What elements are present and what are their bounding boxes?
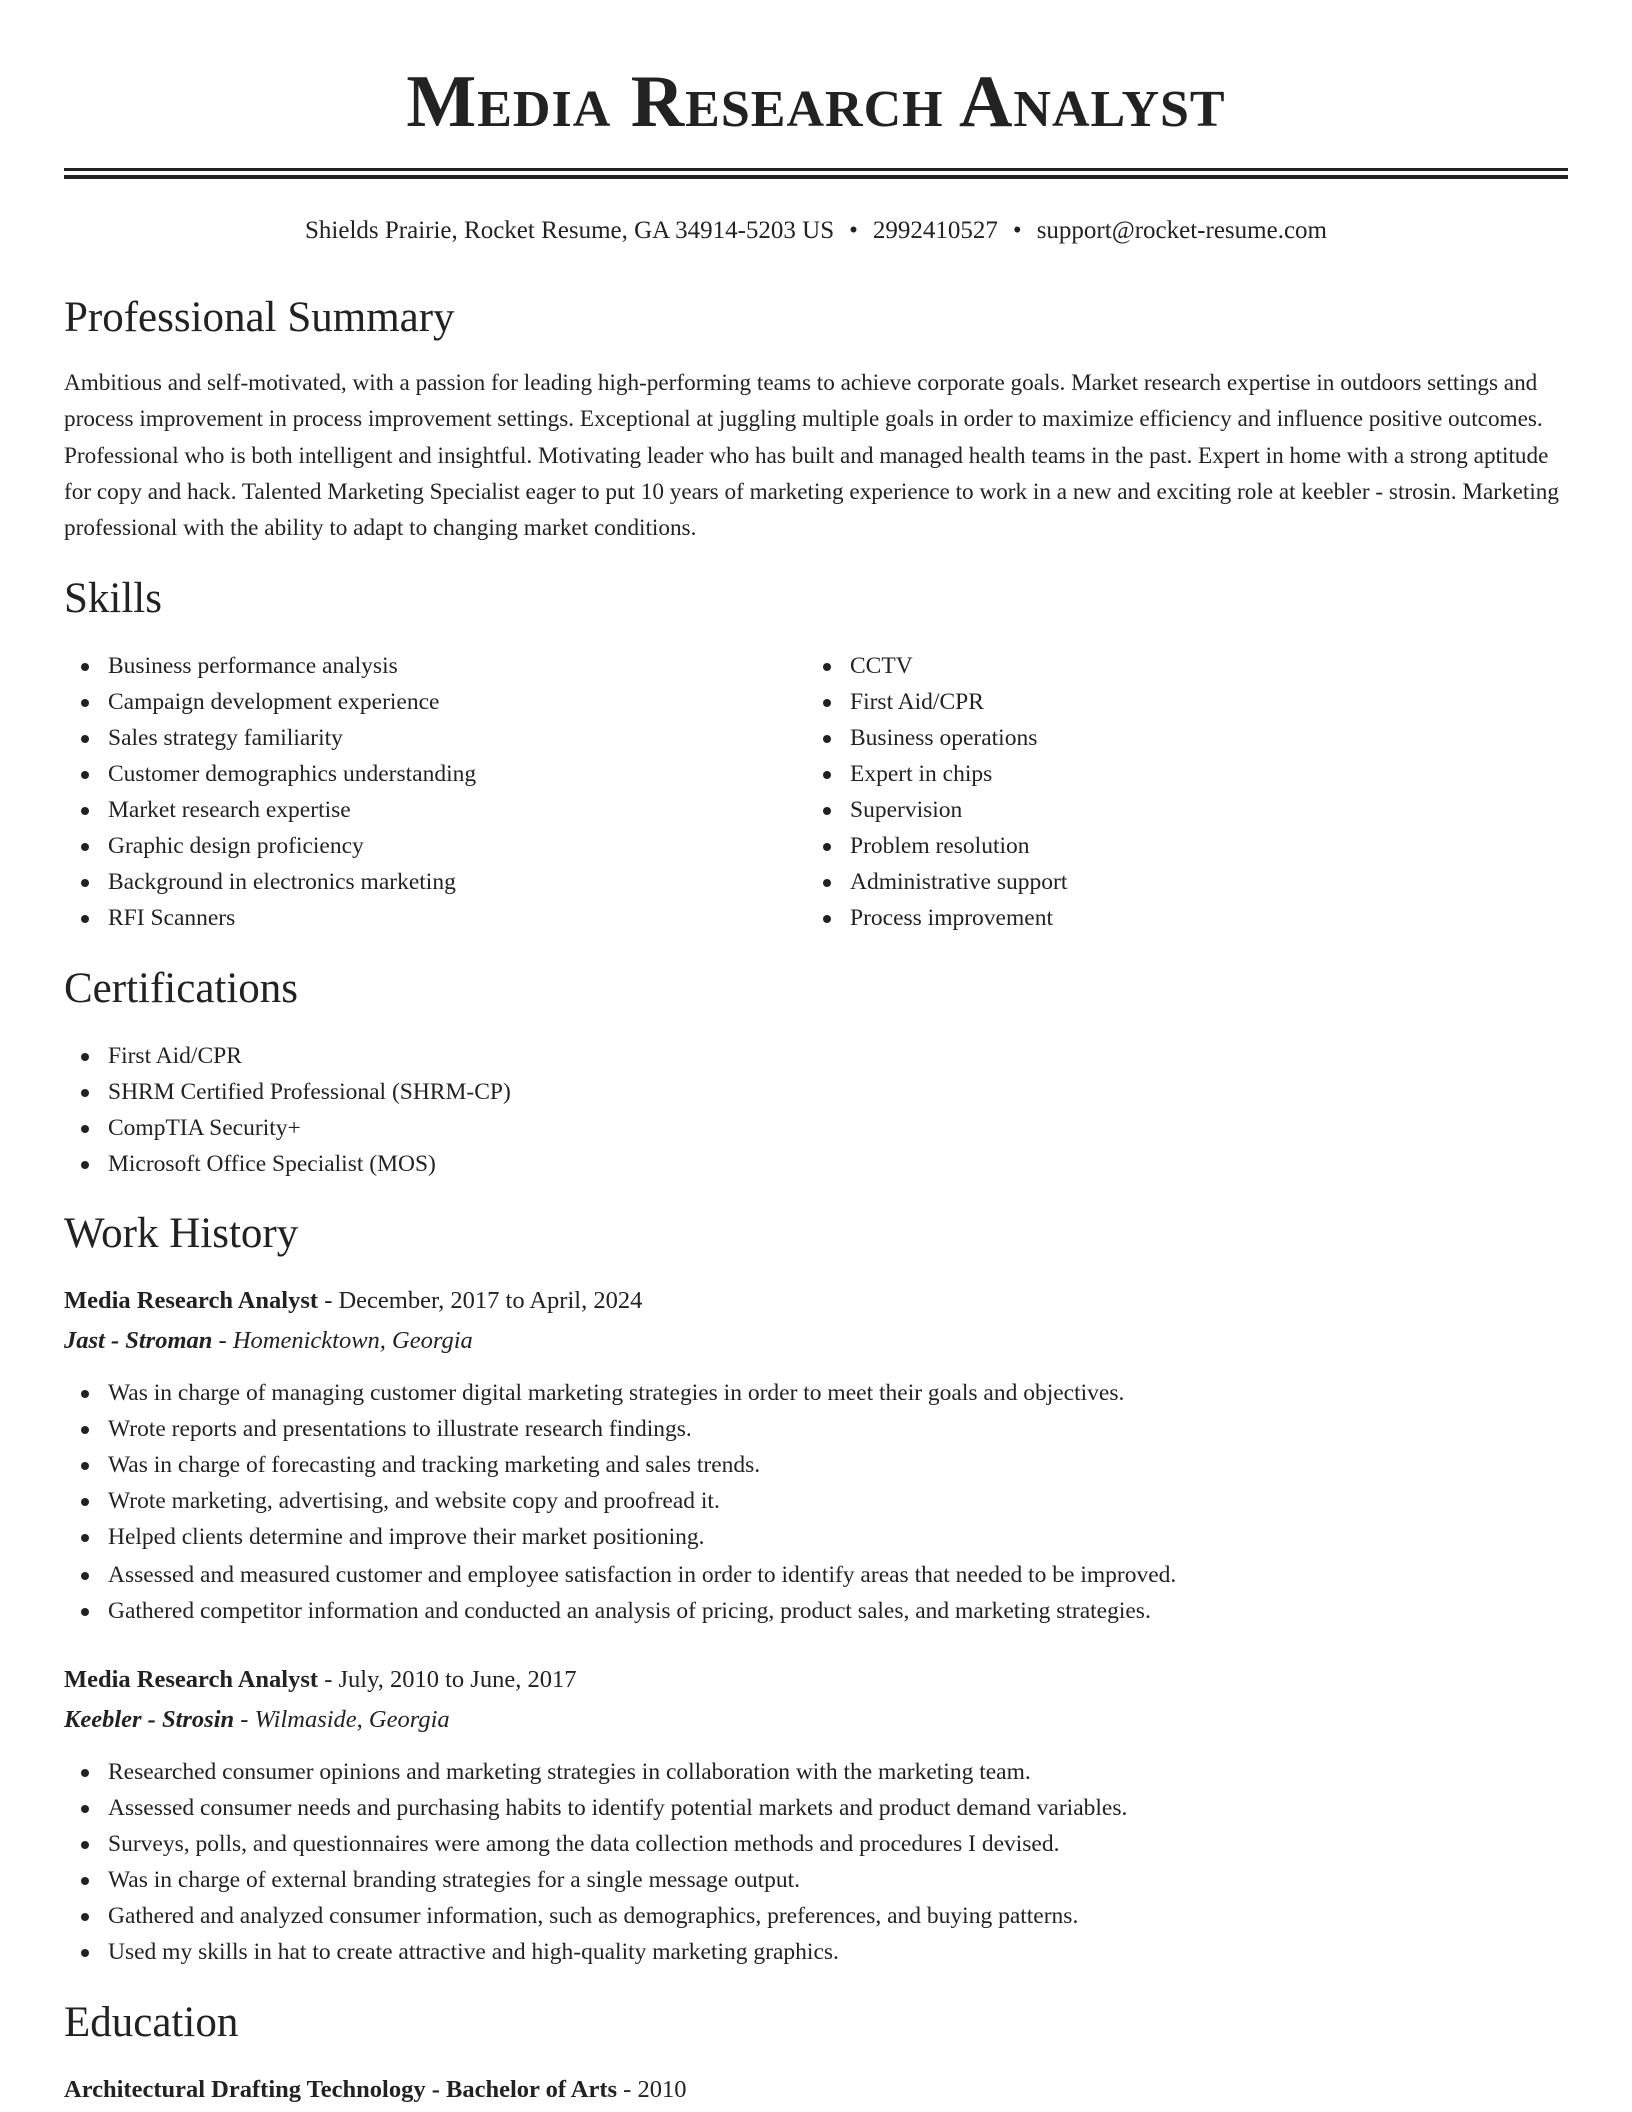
contact-separator: • — [849, 217, 858, 244]
skill-item: RFI Scanners — [64, 900, 476, 936]
job-bullets — [64, 1375, 1176, 1629]
skill-item: Business performance analysis — [64, 648, 476, 684]
certifications-list — [64, 1038, 511, 1182]
contact-separator: • — [1012, 217, 1022, 244]
job-bullet: Wrote reports and presentations to illustrate research findings. — [64, 1411, 1176, 1447]
contact-phone: 2992410527 — [872, 217, 998, 244]
job-title-line: Media Research Analyst - December, 2017 to April, 2024 — [64, 1287, 643, 1314]
job-bullet: Helped clients determine and improve their market positioning. — [64, 1519, 1176, 1555]
certification-item: CompTIA Security+ — [64, 1110, 511, 1146]
title-divider-thick — [64, 175, 1568, 179]
title-divider-thin — [64, 168, 1568, 171]
job-bullet: Was in charge of external branding strategies for a single message output. — [64, 1862, 1127, 1898]
job-bullet: Was in charge of managing customer digital marketing strategies in order to meet their goals and objectives. — [64, 1375, 1176, 1411]
education-heading: Education — [64, 1999, 239, 2046]
skill-item: Business operations — [806, 720, 1067, 756]
job-company: Keebler - Strosin — [64, 1706, 235, 1733]
job-bullet: Researched consumer opinions and marketing strategies in collaboration with the marketing team. — [64, 1754, 1127, 1790]
summary-text: Ambitious and self-motivated, with a passion for leading high-performing teams to achieve corporate goals. Market research expertise in outdoors settings and process improvement in process improvement settings. Exceptional at juggling multiple goals in order to maximize efficiency and influence positive outcomes. Professional who is both intelligent and insightful. Motivating leader who has built and managed health teams in the past. Expert in home with a strong aptitude for copy and hack. Talented Marketing Specialist eager to put 10 years of marketing experience to work in a new and exciting role at keebler - strosin. Marketing professional with the ability to adapt to changing market conditions. — [64, 370, 1559, 542]
work-history-heading: Work History — [64, 1210, 299, 1257]
job-bullet: Was in charge of forecasting and tracking marketing and sales trends. — [64, 1447, 1176, 1483]
job-dates: December, 2017 to April, 2024 — [338, 1287, 643, 1314]
job-company-line: Keebler - Strosin - Wilmaside, Georgia — [64, 1706, 450, 1733]
skill-item: Market research expertise — [64, 792, 476, 828]
skill-item: Expert in chips — [806, 756, 1067, 792]
job-company-line: Jast - Stroman - Homenicktown, Georgia — [64, 1327, 473, 1354]
skills-list-left — [64, 648, 476, 936]
job-bullet: Wrote marketing, advertising, and website copy and proofread it. — [64, 1483, 1176, 1519]
contact-email: support@rocket-resume.com — [1036, 217, 1327, 244]
summary-heading: Professional Summary — [64, 294, 455, 341]
skill-item: CCTV — [806, 648, 1067, 684]
job-dates: July, 2010 to June, 2017 — [338, 1666, 577, 1693]
job-bullet: Gathered and analyzed consumer information, such as demographics, preferences, and buying patterns. — [64, 1898, 1127, 1934]
skills-list-right — [806, 648, 1067, 936]
job-bullet: Assessed consumer needs and purchasing habits to identify potential markets and product demand variables. — [64, 1790, 1127, 1826]
certification-item: First Aid/CPR — [64, 1038, 511, 1074]
job-bullet: Surveys, polls, and questionnaires were among the data collection methods and procedures I devised. — [64, 1826, 1127, 1862]
certifications-heading: Certifications — [64, 965, 299, 1012]
job-bullet: Used my skills in hat to create attractive and high-quality marketing graphics. — [64, 1934, 1127, 1970]
education-degree: Architectural Drafting Technology - Bachelor of Arts — [64, 2076, 618, 2103]
skill-item: Customer demographics understanding — [64, 756, 476, 792]
job-bullet: Gathered competitor information and conducted an analysis of pricing, product sales, and marketing strategies. — [64, 1593, 1176, 1629]
skill-item: Process improvement — [806, 900, 1067, 936]
skill-item: Problem resolution — [806, 828, 1067, 864]
education-year: 2010 — [637, 2076, 687, 2103]
skill-item: Graphic design proficiency — [64, 828, 476, 864]
skills-heading: Skills — [64, 575, 162, 622]
job-bullet: Assessed and measured customer and employee satisfaction in order to identify areas that needed to be improved. — [64, 1557, 1176, 1593]
skill-item: Background in electronics marketing — [64, 864, 476, 900]
skill-item: First Aid/CPR — [806, 684, 1067, 720]
job-location: Homenicktown, Georgia — [232, 1327, 473, 1354]
certification-item: Microsoft Office Specialist (MOS) — [64, 1146, 511, 1182]
skill-item: Campaign development experience — [64, 684, 476, 720]
job-bullets — [64, 1754, 1127, 1970]
job-title: Media Research Analyst — [64, 1287, 319, 1314]
skill-item: Sales strategy familiarity — [64, 720, 476, 756]
skill-item: Supervision — [806, 792, 1067, 828]
job-title: Media Research Analyst — [64, 1666, 319, 1693]
job-title-line: Media Research Analyst - July, 2010 to June, 2017 — [64, 1666, 577, 1693]
skill-item: Administrative support — [806, 864, 1067, 900]
certification-item: SHRM Certified Professional (SHRM-CP) — [64, 1074, 511, 1110]
resume-title: Media Research Analyst — [406, 61, 1226, 143]
contact-line — [64, 216, 1568, 246]
education-line: Architectural Drafting Technology - Bachelor of Arts - 2010 — [64, 2076, 687, 2103]
job-company: Jast - Stroman — [64, 1327, 213, 1354]
job-location: Wilmaside, Georgia — [254, 1706, 450, 1733]
contact-address: Shields Prairie, Rocket Resume, GA 34914-5203 US — [305, 217, 835, 244]
